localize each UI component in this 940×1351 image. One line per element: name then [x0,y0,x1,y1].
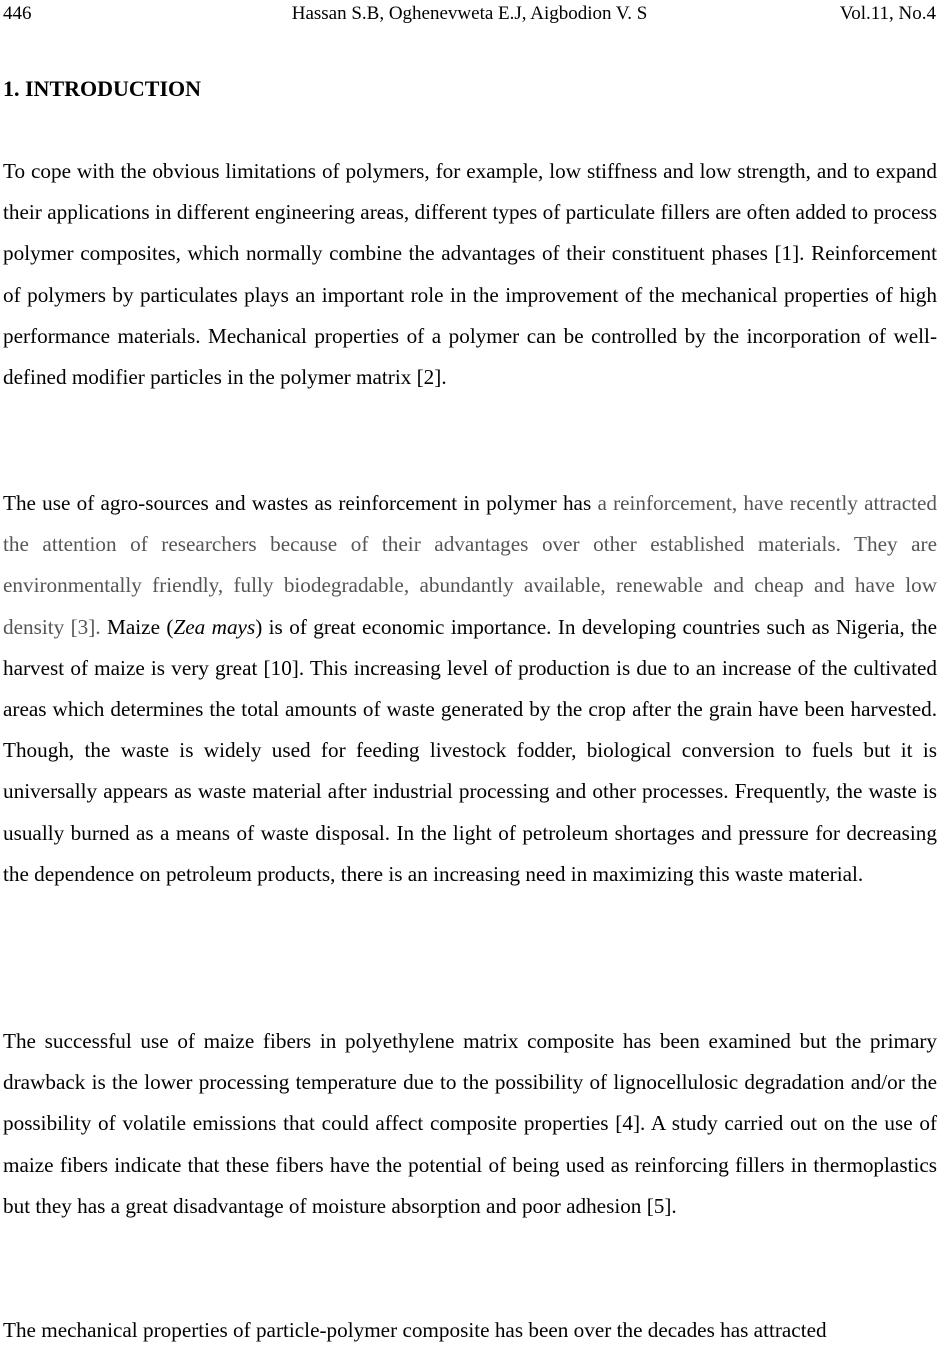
paragraph-2 [3,483,937,895]
header-volume: Vol.11, No.4 [839,3,936,24]
paragraph-2-part-b: a reinforcement, have recently attracted the attention of researchers because of their advantages over other established materials. They are environmentally friendly, fully biodegradable, abundantly available, renewable and cheap and have low density [3]. [3,491,938,639]
paragraph-4: The mechanical properties of particle-polymer composite has been over the decades has attracted [3,1318,827,1342]
paragraph-1: To cope with the obvious limitations of polymers, for example, low stiffness and low strength, and to expand their applications in different engineering areas, different types of particulate fillers are often added to process polymer composites, which normally combine the advantages of their constituent phases [1]. Reinforcement of polymers by particulates plays an important role in the improvement of the mechanical properties of high performance materials. Mechanical properties of a polymer can be controlled by the incorporation of well-defined modifier particles in the polymer matrix [2]. [3,159,937,390]
species-name: Zea mays [173,614,256,639]
paragraph-2-part-c: Maize ( [100,614,174,639]
header-authors: Hassan S.B, Oghenevweta E.J, Aigbodion V. S [291,3,648,24]
paragraph-3: The successful use of maize fibers in polyethylene matrix composite has been examined but the primary drawback is the lower processing temperature due to the possibility of lignocellulosic degradation and/or the possibility of volatile emissions that could affect composite properties [4]. A study carried out on the use of maize fibers indicate that these fibers have the potential of being used as reinforcing fillers in thermoplastics but they has a great disadvantage of moisture absorption and poor adhesion [5]. [3,1029,937,1218]
page-number: 446 [3,3,32,24]
running-header [3,0,936,28]
paragraph-2-part-a: The use of agro-sources and wastes as reinforcement in polymer has [3,491,598,515]
section-heading: 1. INTRODUCTION [3,76,202,101]
paragraph-2-part-d: ) is of great economic importance. In developing countries such as Nigeria, the harvest of maize is very great [10]. This increasing level of production is due to an increase of the cultivated areas which determines the total amounts of waste generated by the crop after the grain have been harvested. Though, the waste is widely used for feeding livestock fodder, biological conversion to fuels but it is universally appears as waste material after industrial processing and other processes. Frequently, the waste is usually burned as a means of waste disposal. In the light of petroleum shortages and pressure for decreasing the dependence on petroleum products, there is an increasing need in maximizing this waste material. [3,614,937,886]
